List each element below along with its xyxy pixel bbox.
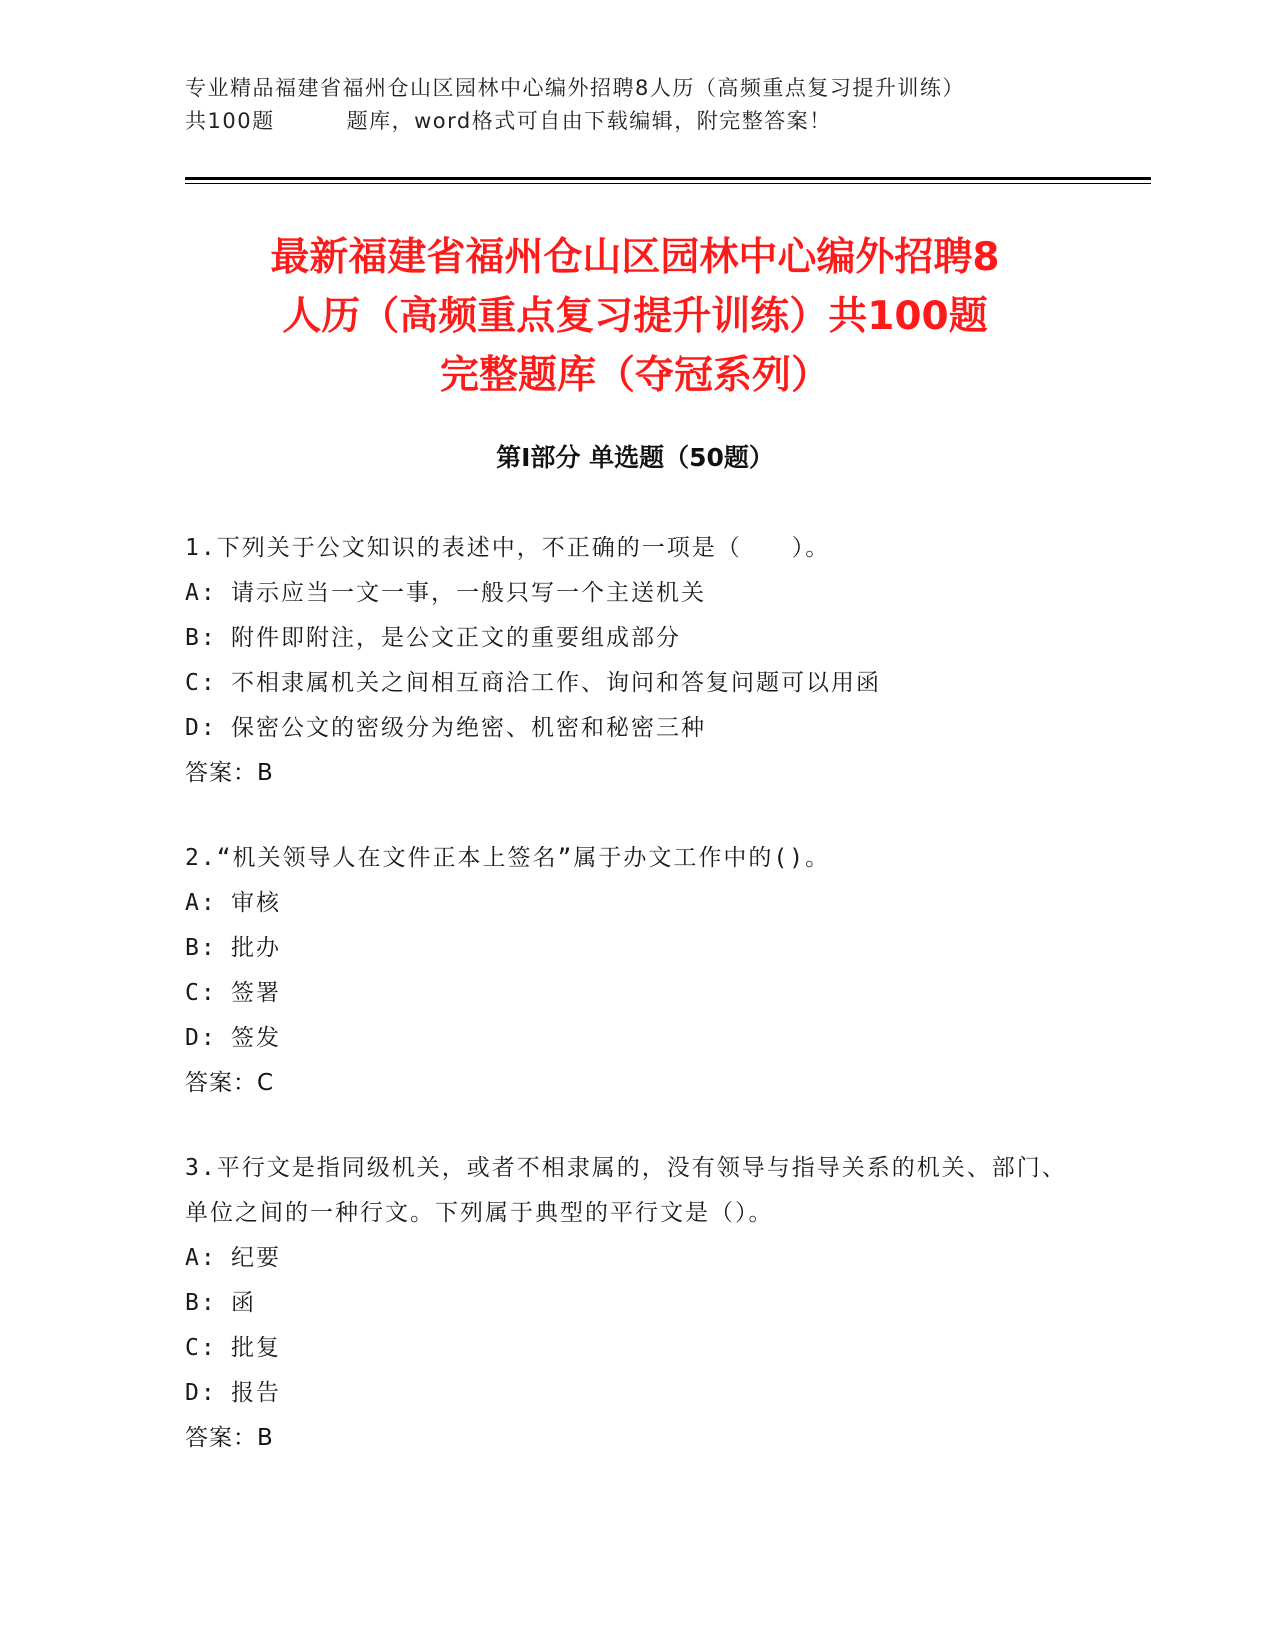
option-c	[185, 971, 1075, 1016]
question-list	[185, 526, 1075, 1501]
option-text: 纪要	[231, 1245, 281, 1271]
question-stem: 2.“机关领导人在文件正本上签名”属于办文工作中的()。	[185, 845, 831, 871]
section-heading: 第Ⅰ部分 单选题（50题）	[496, 443, 774, 472]
option-c	[185, 1326, 1075, 1371]
divider-thin	[185, 183, 1151, 184]
option-letter: B:	[185, 1290, 217, 1316]
answer-line: 答案：B	[185, 760, 274, 786]
question-stem: 3.平行文是指同级机关，或者不相隶属的，没有领导与指导关系的机关、部门、单位之间的一种行文。下列属于典型的平行文是（）。	[185, 1155, 1067, 1226]
option-letter: D:	[185, 1025, 217, 1051]
option-c	[185, 661, 1075, 706]
answer-line: 答案：C	[185, 1070, 275, 1096]
option-text: 审核	[231, 890, 281, 916]
header-line-2	[185, 105, 1085, 138]
option-a	[185, 571, 1075, 616]
option-letter: C:	[185, 980, 217, 1006]
option-text: 请示应当一文一事，一般只写一个主送机关	[231, 580, 706, 606]
header-description: 题库，word格式可自由下载编辑，附完整答案！	[346, 109, 832, 133]
option-a	[185, 1236, 1075, 1281]
option-d	[185, 1016, 1075, 1061]
option-a	[185, 881, 1075, 926]
header-divider	[185, 177, 1151, 184]
option-d	[185, 1371, 1075, 1416]
option-b	[185, 926, 1075, 971]
option-letter: B:	[185, 625, 217, 651]
page-header	[185, 72, 1085, 138]
option-text: 签发	[231, 1025, 281, 1051]
option-text: 保密公文的密级分为绝密、机密和秘密三种	[231, 715, 706, 741]
question-1	[185, 526, 1075, 796]
document-title	[185, 228, 1085, 405]
question-3	[185, 1146, 1075, 1461]
option-letter: A:	[185, 1245, 217, 1271]
option-text: 函	[231, 1290, 256, 1316]
option-text: 附件即附注，是公文正文的重要组成部分	[231, 625, 681, 651]
title-line-2: 人历（高频重点复习提升训练）共100题	[282, 294, 988, 339]
option-text: 报告	[231, 1380, 281, 1406]
option-text: 批复	[231, 1335, 281, 1361]
answer-line: 答案：B	[185, 1425, 274, 1451]
question-2	[185, 836, 1075, 1106]
option-text: 批办	[231, 935, 281, 961]
title-line-1: 最新福建省福州仓山区园林中心编外招聘8	[270, 235, 1000, 280]
option-text: 签署	[231, 980, 281, 1006]
option-letter: D:	[185, 715, 217, 741]
option-b	[185, 616, 1075, 661]
option-text: 不相隶属机关之间相互商洽工作、询问和答复问题可以用函	[231, 670, 881, 696]
option-letter: C:	[185, 670, 217, 696]
option-letter: A:	[185, 890, 217, 916]
option-letter: B:	[185, 935, 217, 961]
option-letter: D:	[185, 1380, 217, 1406]
option-b	[185, 1281, 1075, 1326]
title-line-3: 完整题库（夺冠系列）	[439, 353, 830, 398]
option-d	[185, 706, 1075, 751]
header-line-1: 专业精品福建省福州仓山区园林中心编外招聘8人历（高频重点复习提升训练）	[185, 76, 965, 100]
option-letter: A:	[185, 580, 217, 606]
header-question-count: 共100题	[185, 109, 275, 133]
option-letter: C:	[185, 1335, 217, 1361]
divider-thick	[185, 177, 1151, 180]
question-stem: 1.下列关于公文知识的表述中，不正确的一项是（ ）。	[185, 535, 831, 561]
